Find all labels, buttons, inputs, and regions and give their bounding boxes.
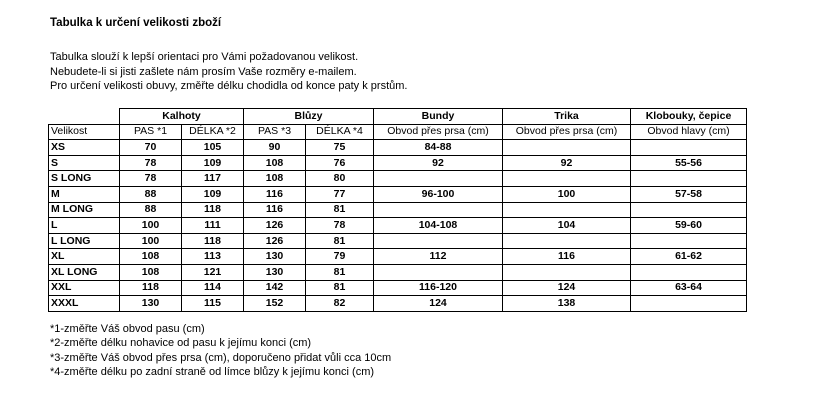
table-cell: 104	[503, 218, 631, 234]
table-cell: 108	[120, 249, 182, 265]
size-label-cell: S	[49, 155, 120, 171]
table-row	[49, 171, 747, 187]
table-cell: 114	[182, 280, 244, 296]
size-label-cell: XL LONG	[49, 264, 120, 280]
table-cell: 75	[306, 140, 374, 156]
size-label-cell: L	[49, 218, 120, 234]
table-cell	[631, 171, 747, 187]
table-cell: 88	[120, 202, 182, 218]
footnote: *2-změřte délku nohavice od pasu k jejímu konci (cm)	[50, 337, 312, 350]
table-cell: 63-64	[631, 280, 747, 296]
table-row	[49, 249, 747, 265]
table-cell: 116	[244, 202, 306, 218]
group-header-kalhoty: Kalhoty	[120, 109, 244, 125]
page-title: Tabulka k určení velikosti zboží	[50, 17, 222, 29]
table-cell: 108	[120, 264, 182, 280]
table-cell: 116-120	[374, 280, 503, 296]
intro-line: Nebudete-li si jisti zašlete nám prosím Vaše rozměry e-mailem.	[50, 65, 357, 78]
group-header-trika: Trika	[503, 109, 631, 125]
table-cell: 79	[306, 249, 374, 265]
table-cell: 78	[120, 171, 182, 187]
table-cell: 81	[306, 233, 374, 249]
table-cell: 113	[182, 249, 244, 265]
table-cell: 55-56	[631, 155, 747, 171]
size-label-cell: S LONG	[49, 171, 120, 187]
table-cell: 82	[306, 296, 374, 312]
table-cell	[631, 140, 747, 156]
table-row	[49, 296, 747, 312]
group-header-bluzy: Blůzy	[244, 109, 374, 125]
size-label-cell: L LONG	[49, 233, 120, 249]
table-cell	[631, 202, 747, 218]
subheader-cell: Obvod přes prsa (cm)	[374, 124, 503, 140]
table-body	[49, 140, 747, 312]
table-cell: 109	[182, 155, 244, 171]
footnote: *4-změřte délku po zadní straně od límce blůzy k jejímu konci (cm)	[50, 365, 375, 378]
table-cell	[374, 171, 503, 187]
table-cell: 124	[503, 280, 631, 296]
table-cell: 130	[244, 264, 306, 280]
table-row	[49, 233, 747, 249]
size-label-cell: XS	[49, 140, 120, 156]
table-cell: 78	[306, 218, 374, 234]
table-cell: 118	[182, 233, 244, 249]
table-row	[49, 218, 747, 234]
table-cell: 126	[244, 218, 306, 234]
intro-text	[50, 50, 407, 94]
table-cell: 90	[244, 140, 306, 156]
table-row	[49, 202, 747, 218]
table-cell: 80	[306, 171, 374, 187]
size-label-cell: M LONG	[49, 202, 120, 218]
table-row	[49, 186, 747, 202]
table-cell: 108	[244, 171, 306, 187]
table-cell: 116	[503, 249, 631, 265]
table-cell: 109	[182, 186, 244, 202]
table-cell	[503, 264, 631, 280]
intro-line: Tabulka slouží k lepší orientaci pro Vámi požadovanou velikost.	[50, 51, 359, 63]
table-cell: 108	[244, 155, 306, 171]
table-cell: 112	[374, 249, 503, 265]
footnotes	[50, 322, 391, 379]
size-table	[48, 108, 747, 312]
table-cell	[631, 264, 747, 280]
size-label-cell: M	[49, 186, 120, 202]
subheader-cell: PAS *1	[120, 124, 182, 140]
table-cell: 78	[120, 155, 182, 171]
table-cell	[374, 233, 503, 249]
table-cell: 104-108	[374, 218, 503, 234]
table-cell: 116	[244, 186, 306, 202]
table-cell: 70	[120, 140, 182, 156]
table-cell	[631, 296, 747, 312]
size-label-cell: XXXL	[49, 296, 120, 312]
table-row	[49, 280, 747, 296]
table-cell: 115	[182, 296, 244, 312]
table-cell	[374, 202, 503, 218]
table-cell	[374, 264, 503, 280]
table-cell	[503, 171, 631, 187]
size-label-cell: XXL	[49, 280, 120, 296]
table-row	[49, 264, 747, 280]
footnote: *1-změřte Váš obvod pasu (cm)	[50, 323, 205, 335]
table-cell	[503, 202, 631, 218]
subheader-cell: PAS *3	[244, 124, 306, 140]
table-cell	[503, 140, 631, 156]
table-cell: 121	[182, 264, 244, 280]
table-cell: 61-62	[631, 249, 747, 265]
table-cell: 124	[374, 296, 503, 312]
table-cell: 57-58	[631, 186, 747, 202]
table-cell: 77	[306, 186, 374, 202]
table-cell: 81	[306, 202, 374, 218]
table-cell: 130	[120, 296, 182, 312]
subheader-cell: Obvod přes prsa (cm)	[503, 124, 631, 140]
table-cell: 130	[244, 249, 306, 265]
table-cell: 100	[120, 218, 182, 234]
table-cell: 138	[503, 296, 631, 312]
table-cell: 152	[244, 296, 306, 312]
subheader-cell: Velikost	[49, 124, 120, 140]
table-cell: 117	[182, 171, 244, 187]
table-cell: 100	[120, 233, 182, 249]
table-cell: 100	[503, 186, 631, 202]
blank-corner	[49, 109, 120, 125]
group-header-row	[49, 109, 747, 125]
subheader-cell: DÉLKA *2	[182, 124, 244, 140]
table-cell: 96-100	[374, 186, 503, 202]
table-cell: 92	[374, 155, 503, 171]
table-cell: 118	[120, 280, 182, 296]
table-cell: 81	[306, 280, 374, 296]
footnote: *3-změřte Váš obvod přes prsa (cm), doporučeno přidat vůli cca 10cm	[50, 351, 392, 364]
subheader-cell: Obvod hlavy (cm)	[631, 124, 747, 140]
sub-header-row	[49, 124, 747, 140]
table-cell: 59-60	[631, 218, 747, 234]
table-row	[49, 140, 747, 156]
table-cell	[503, 233, 631, 249]
table-cell: 76	[306, 155, 374, 171]
table-row	[49, 155, 747, 171]
table-cell	[631, 233, 747, 249]
group-header-klobouky: Klobouky, čepice	[631, 109, 747, 125]
table-cell: 126	[244, 233, 306, 249]
table-cell: 111	[182, 218, 244, 234]
intro-line: Pro určení velikosti obuvy, změřte délku chodidla od konce paty k prstům.	[50, 80, 408, 92]
subheader-cell: DÉLKA *4	[306, 124, 374, 140]
table-cell: 118	[182, 202, 244, 218]
table-cell: 142	[244, 280, 306, 296]
table-cell: 88	[120, 186, 182, 202]
table-cell: 84-88	[374, 140, 503, 156]
size-label-cell: XL	[49, 249, 120, 265]
table-cell: 105	[182, 140, 244, 156]
table-cell: 92	[503, 155, 631, 171]
group-header-bundy: Bundy	[374, 109, 503, 125]
table-cell: 81	[306, 264, 374, 280]
